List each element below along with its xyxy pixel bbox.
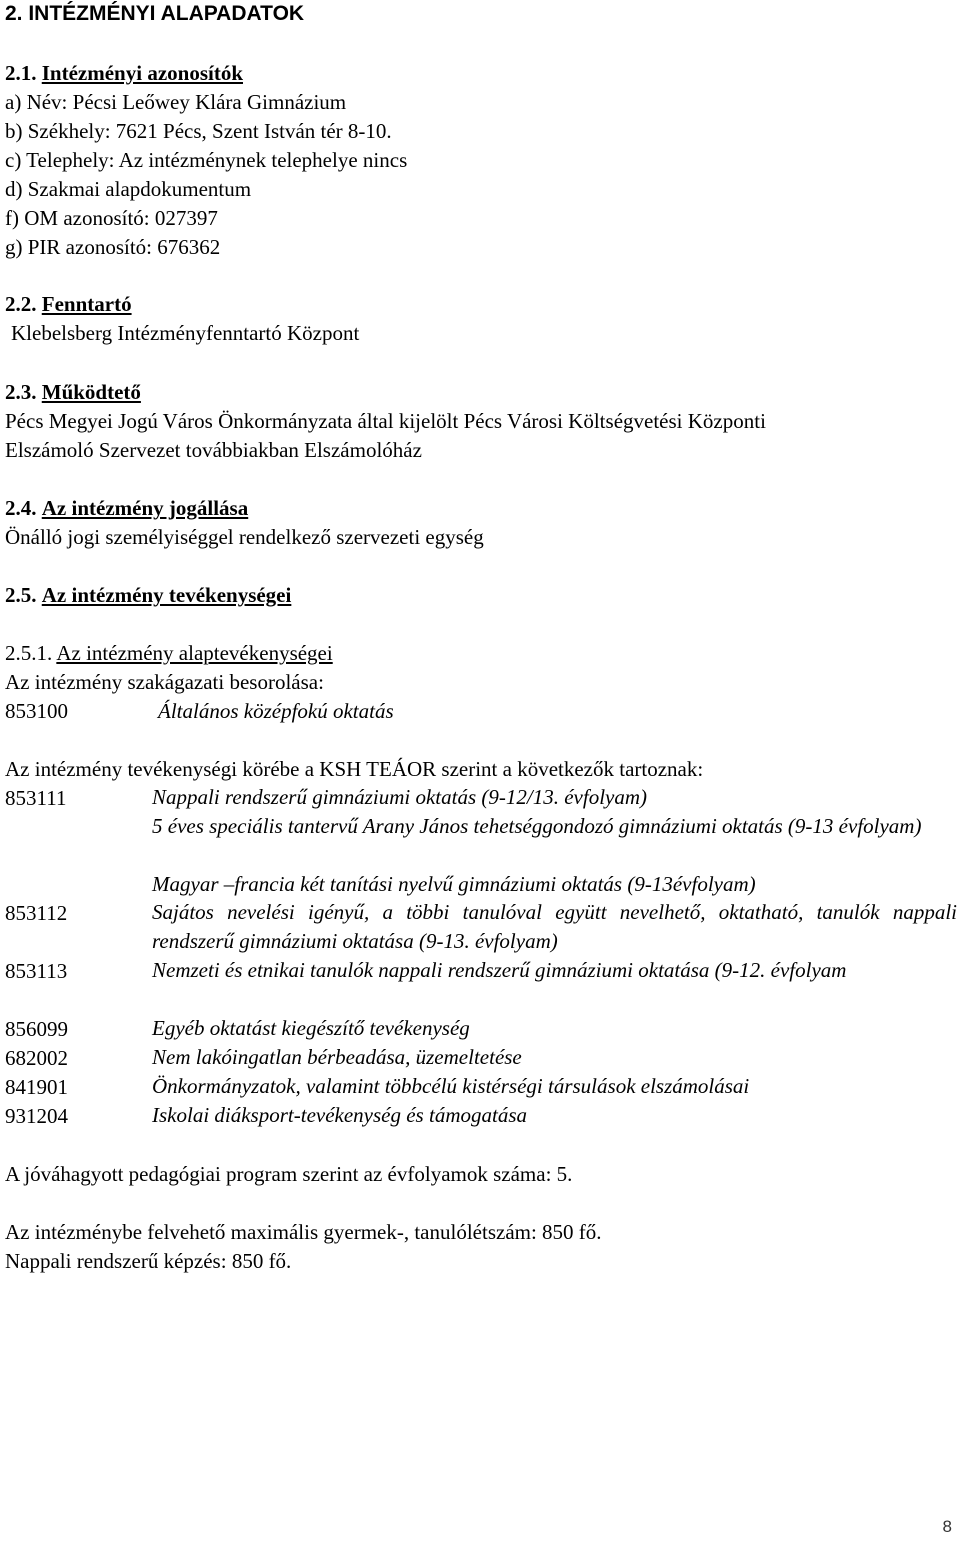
section-2-5-1-heading [5, 640, 333, 666]
activity-code: 856099 [5, 1017, 68, 1041]
section-2-4-heading [5, 495, 248, 521]
classification-code: 853100 [5, 699, 68, 723]
page-number: 8 [942, 1517, 952, 1536]
section-2-1-heading [5, 60, 243, 86]
section-2-5-heading [5, 582, 291, 608]
activity-description: Magyar –francia két tanítási nyelvű gimnáziumi oktatás (9-13évfolyam) [152, 872, 756, 896]
identifier-item: b) Székhely: 7621 Pécs, Szent István tér 8-10. [5, 119, 392, 143]
maintainer-name: Klebelsberg Intézményfenntartó Központ [11, 321, 360, 345]
activity-description: Iskolai diáksport-tevékenység és támogatása [152, 1103, 527, 1127]
activity-code: 931204 [5, 1104, 68, 1128]
page-heading: 2. INTÉZMÉNYI ALAPADATOK [5, 2, 305, 25]
ksh-intro: Az intézmény tevékenységi körébe a KSH TEÁOR szerint a következők tartoznak: [5, 757, 704, 781]
identifier-item: g) PIR azonosító: 676362 [5, 235, 221, 259]
activity-code: 853113 [5, 959, 68, 983]
activity-description: Nappali rendszerű gimnáziumi oktatás (9-12/13. évfolyam) [152, 785, 648, 809]
activity-description: Egyéb oktatást kiegészítő tevékenység [152, 1016, 470, 1040]
activity-code: 853111 [5, 786, 67, 810]
classification-name: Általános középfokú oktatás [158, 699, 394, 723]
activity-code: 682002 [5, 1046, 68, 1070]
activity-code: 841901 [5, 1075, 68, 1099]
activity-code: 853112 [5, 901, 68, 925]
section-number: 2.3. [5, 380, 37, 404]
section-title: Működtető [41, 380, 141, 404]
identifier-item: f) OM azonosító: 027397 [5, 206, 218, 230]
section-title: Az intézmény tevékenységei [41, 583, 292, 607]
legal-status-text: Önálló jogi személyiséggel rendelkező szervezeti egység [5, 525, 484, 549]
section-number: 2.4. [5, 496, 37, 520]
activity-description: Sajátos nevelési igényű, a többi tanulóval együtt nevelhető, oktatható, tanulók nappali rendszerű gimnáziumi oktatása (9-13. évfolyam) [152, 900, 957, 953]
section-number: 2.5. [5, 583, 37, 607]
section-number: 2.5.1. [5, 641, 53, 665]
activity-description: Nemzeti és etnikai tanulók nappali rendszerű gimnáziumi oktatása (9-12. évfolyam [152, 958, 847, 982]
section-title: Az intézmény alaptevékenységei [56, 641, 333, 665]
section-number: 2.2. [5, 292, 37, 316]
section-title: Fenntartó [41, 292, 132, 316]
section-2-2-heading [5, 291, 132, 317]
activity-description: 5 éves speciális tantervű Arany János tehetséggondozó gimnáziumi oktatás (9-13 évfolyam) [152, 814, 922, 838]
section-2-3-heading [5, 379, 141, 405]
grades-count: A jóváhagyott pedagógiai program szerint az évfolyamok száma: 5. [5, 1162, 573, 1186]
operator-text-line: Elszámoló Szervezet továbbiakban Elszámolóház [5, 438, 422, 462]
daytime-students: Nappali rendszerű képzés: 850 fő. [5, 1249, 292, 1273]
section-title: Intézményi azonosítók [41, 61, 243, 85]
classification-label: Az intézmény szakágazati besorolása: [5, 670, 324, 694]
identifier-item: a) Név: Pécsi Leőwey Klára Gimnázium [5, 90, 347, 114]
activity-description: Nem lakóingatlan bérbeadása, üzemeltetése [152, 1045, 522, 1069]
activity-description: Önkormányzatok, valamint többcélú kistérségi társulások elszámolásai [152, 1074, 750, 1098]
max-students: Az intézménybe felvehető maximális gyermek-, tanulólétszám: 850 fő. [5, 1220, 602, 1244]
operator-text-line: Pécs Megyei Jogú Város Önkormányzata által kijelölt Pécs Városi Költségvetési Központi [5, 409, 766, 433]
section-number: 2.1. [5, 61, 37, 85]
section-title: Az intézmény jogállása [41, 496, 249, 520]
identifier-item: c) Telephely: Az intézménynek telephelye nincs [5, 148, 408, 172]
identifier-item: d) Szakmai alapdokumentum [5, 177, 252, 201]
